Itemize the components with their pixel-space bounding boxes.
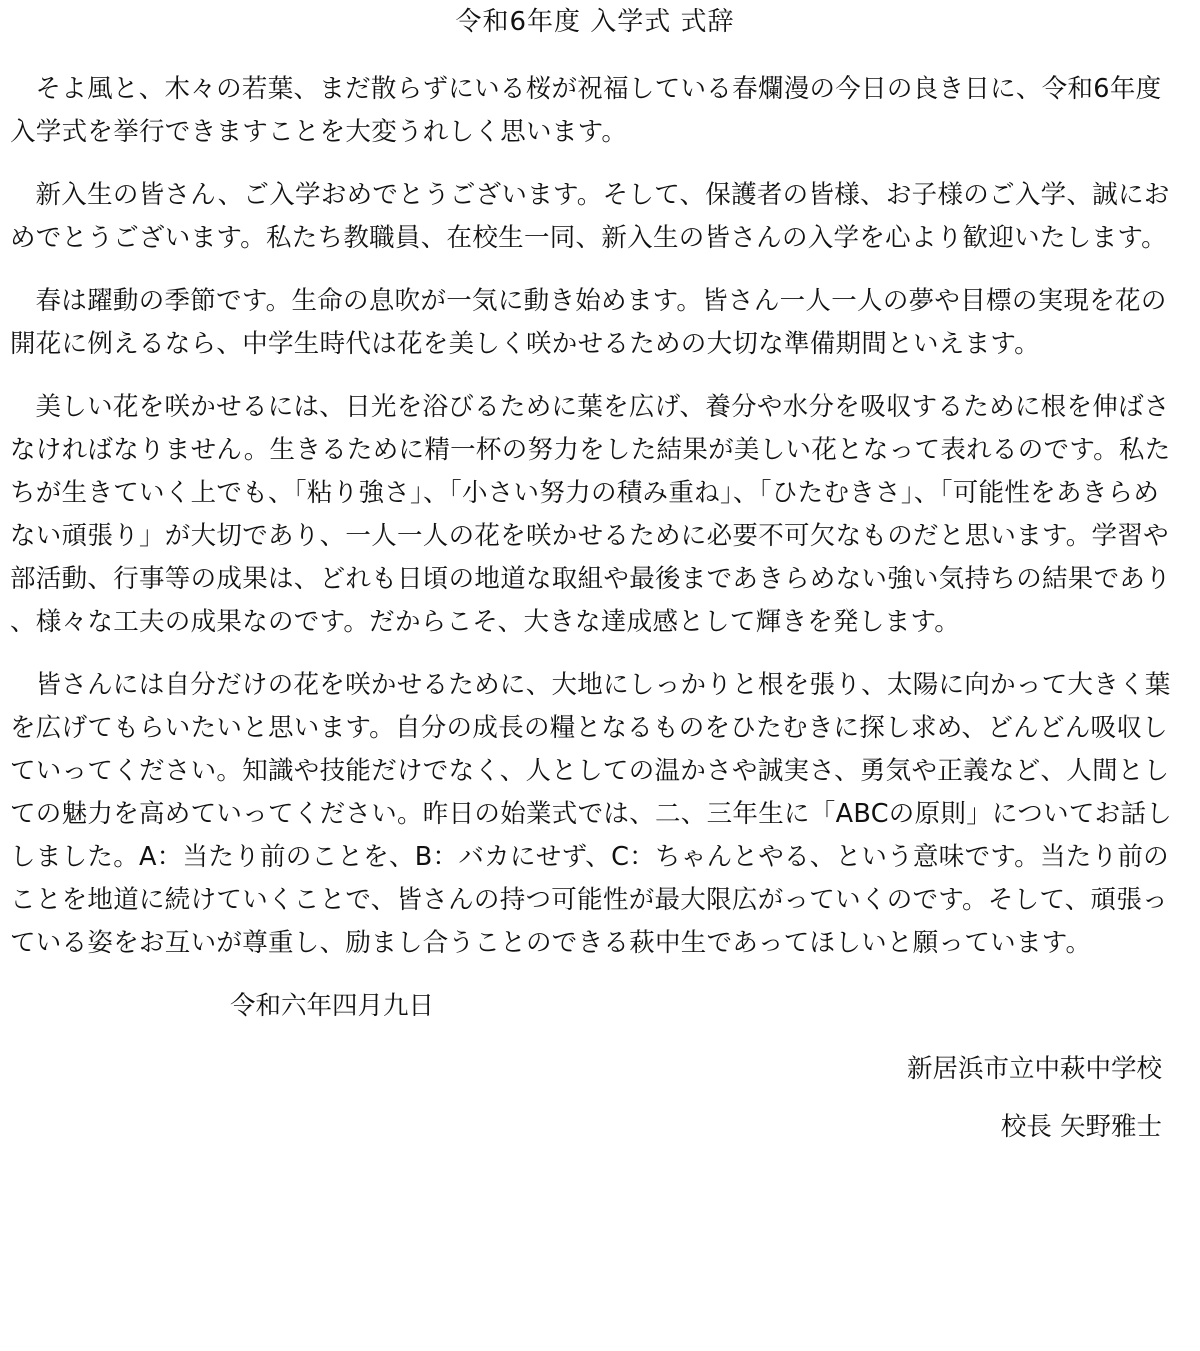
school-name: 新居浜市立中萩中学校 xyxy=(906,1054,1162,1084)
paragraph-2: 新入生の皆さん、ご入学おめでとうございます。そして、保護者の皆様、お子様のご入学、誠におめでとうございます。私たち教職員、在校生一同、新入生の皆さんの入学を心より歓迎いたします。 xyxy=(10,180,1170,253)
paragraph-1: そよ風と、木々の若葉、まだ散らずにいる桜が祝福している春爛漫の今日の良き日に、令和6年度入学式を挙行できますことを大変うれしく思います。 xyxy=(10,74,1162,147)
speech-date: 令和六年四月九日 xyxy=(230,991,435,1021)
document-title: 令和6年度 入学式 式辞 xyxy=(455,7,735,37)
paragraph-4: 美しい花を咲かせるには、日光を浴びるために葉を広げ、養分や水分を吸収するために根を伸ばさなければなりません。生きるために精一杯の努力をした結果が美しい花となって表れるのです。私たちが生きていく上でも、「粘り強さ」、「小さい努力の積み重ね」、「ひたむきさ」、「可能性をあきらめない頑張り」が大切であり、一人一人の花を咲かせるために必要不可欠なものだと思います。学習や部活動、行事等の成果は、どれも日頃の地道な取組や最後まであきらめない強い気持ちの結果であり、様々な工夫の成果なのです。だからこそ、大きな達成感として輝きを発します。 xyxy=(10,392,1172,637)
paragraph-3: 春は躍動の季節です。生命の息吹が一気に動き始めます。皆さん一人一人の夢や目標の実現を花の開花に例えるなら、中学生時代は花を美しく咲かせるための大切な準備期間といえます。 xyxy=(10,286,1167,359)
principal-signature: 校長 矢野雅士 xyxy=(1000,1112,1162,1142)
speech-body xyxy=(10,68,1180,965)
paragraph-5: 皆さんには自分だけの花を咲かせるために、大地にしっかりと根を張り、太陽に向かって大きく葉を広げてもらいたいと思います。自分の成長の糧となるものをひたむきに探し求め、どんどん吸収していってください。知識や技能だけでなく、人としての温かさや誠実さ、勇気や正義など、人間としての魅力を高めていってください。昨日の始業式では、二、三年生に「ABCの原則」についてお話ししました。A：当たり前のことを、B：バカにせず、C：ちゃんとやる、という意味です。当たり前のことを地道に続けていくことで、皆さんの持つ可能性が最大限広がっていくのです。そして、頑張っている姿をお互いが尊重し、励まし合うことのできる萩中生であってほしいと願っています。 xyxy=(10,670,1173,958)
